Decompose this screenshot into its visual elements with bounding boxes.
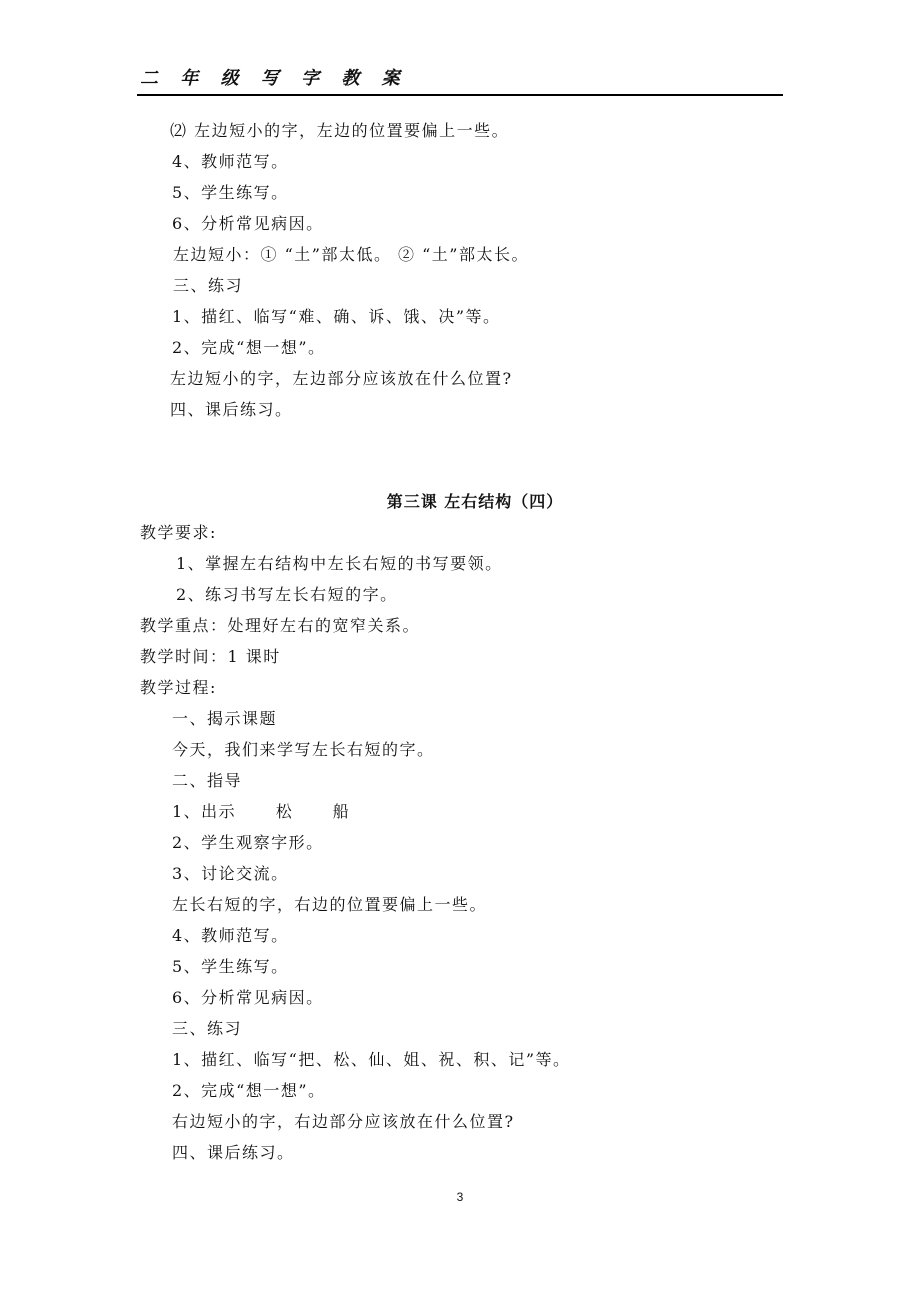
process-line: 5、学生练写。 bbox=[172, 957, 289, 976]
process-line: 2、完成“想一想”。 bbox=[172, 1081, 326, 1100]
requirement-item: 1、掌握左右结构中左长右短的书写要领。 bbox=[176, 554, 503, 573]
process-line: 4、教师范写。 bbox=[172, 926, 289, 945]
page-number: 3 bbox=[456, 1190, 464, 1204]
lesson-time: 教学时间：1 课时 bbox=[140, 647, 281, 666]
process-line: 一、揭示课题 bbox=[172, 709, 278, 728]
process-line: 2、学生观察字形。 bbox=[172, 833, 324, 852]
process-line: 四、课后练习。 bbox=[172, 1143, 295, 1162]
lesson-title: 第三课 左右结构（四） bbox=[386, 492, 564, 511]
process-line: 左长右短的字，右边的位置要偏上一些。 bbox=[172, 895, 488, 914]
prev-line: 5、学生练写。 bbox=[172, 183, 289, 202]
process-line: 1、描红、临写“把、松、仙、姐、祝、积、记”等。 bbox=[172, 1050, 571, 1069]
key-point: 教学重点：处理好左右的宽窄关系。 bbox=[140, 616, 421, 635]
requirements-label: 教学要求: bbox=[140, 523, 217, 542]
process-line: 右边短小的字，右边部分应该放在什么位置? bbox=[172, 1112, 515, 1131]
prev-line: 6、分析常见病因。 bbox=[172, 214, 324, 233]
prev-line: 2、完成“想一想”。 bbox=[172, 338, 326, 357]
page-header-title: 二 年 级 写 字 教 案 bbox=[140, 68, 408, 89]
process-line: 1、出示 松 船 bbox=[172, 802, 351, 821]
prev-line: 左边短小：① “土”部太低。 ② “土”部太长。 bbox=[173, 245, 529, 264]
process-line: 二、指导 bbox=[172, 771, 243, 790]
prev-line: ⑵ 左边短小的字，左边的位置要偏上一些。 bbox=[170, 121, 510, 140]
process-line: 三、练习 bbox=[172, 1019, 243, 1038]
prev-line: 四、课后练习。 bbox=[170, 400, 293, 419]
prev-line: 4、教师范写。 bbox=[172, 152, 289, 171]
process-line: 今天，我们来学写左长右短的字。 bbox=[172, 740, 435, 759]
process-label: 教学过程: bbox=[140, 678, 217, 697]
prev-line: 1、描红、临写“难、确、诉、饿、决”等。 bbox=[172, 307, 501, 326]
process-line: 6、分析常见病因。 bbox=[172, 988, 324, 1007]
header-divider bbox=[137, 94, 783, 96]
process-line: 3、讨论交流。 bbox=[172, 864, 289, 883]
requirement-item: 2、练习书写左长右短的字。 bbox=[176, 585, 398, 604]
prev-line: 左边短小的字，左边部分应该放在什么位置? bbox=[170, 369, 513, 388]
prev-line: 三、练习 bbox=[173, 276, 244, 295]
